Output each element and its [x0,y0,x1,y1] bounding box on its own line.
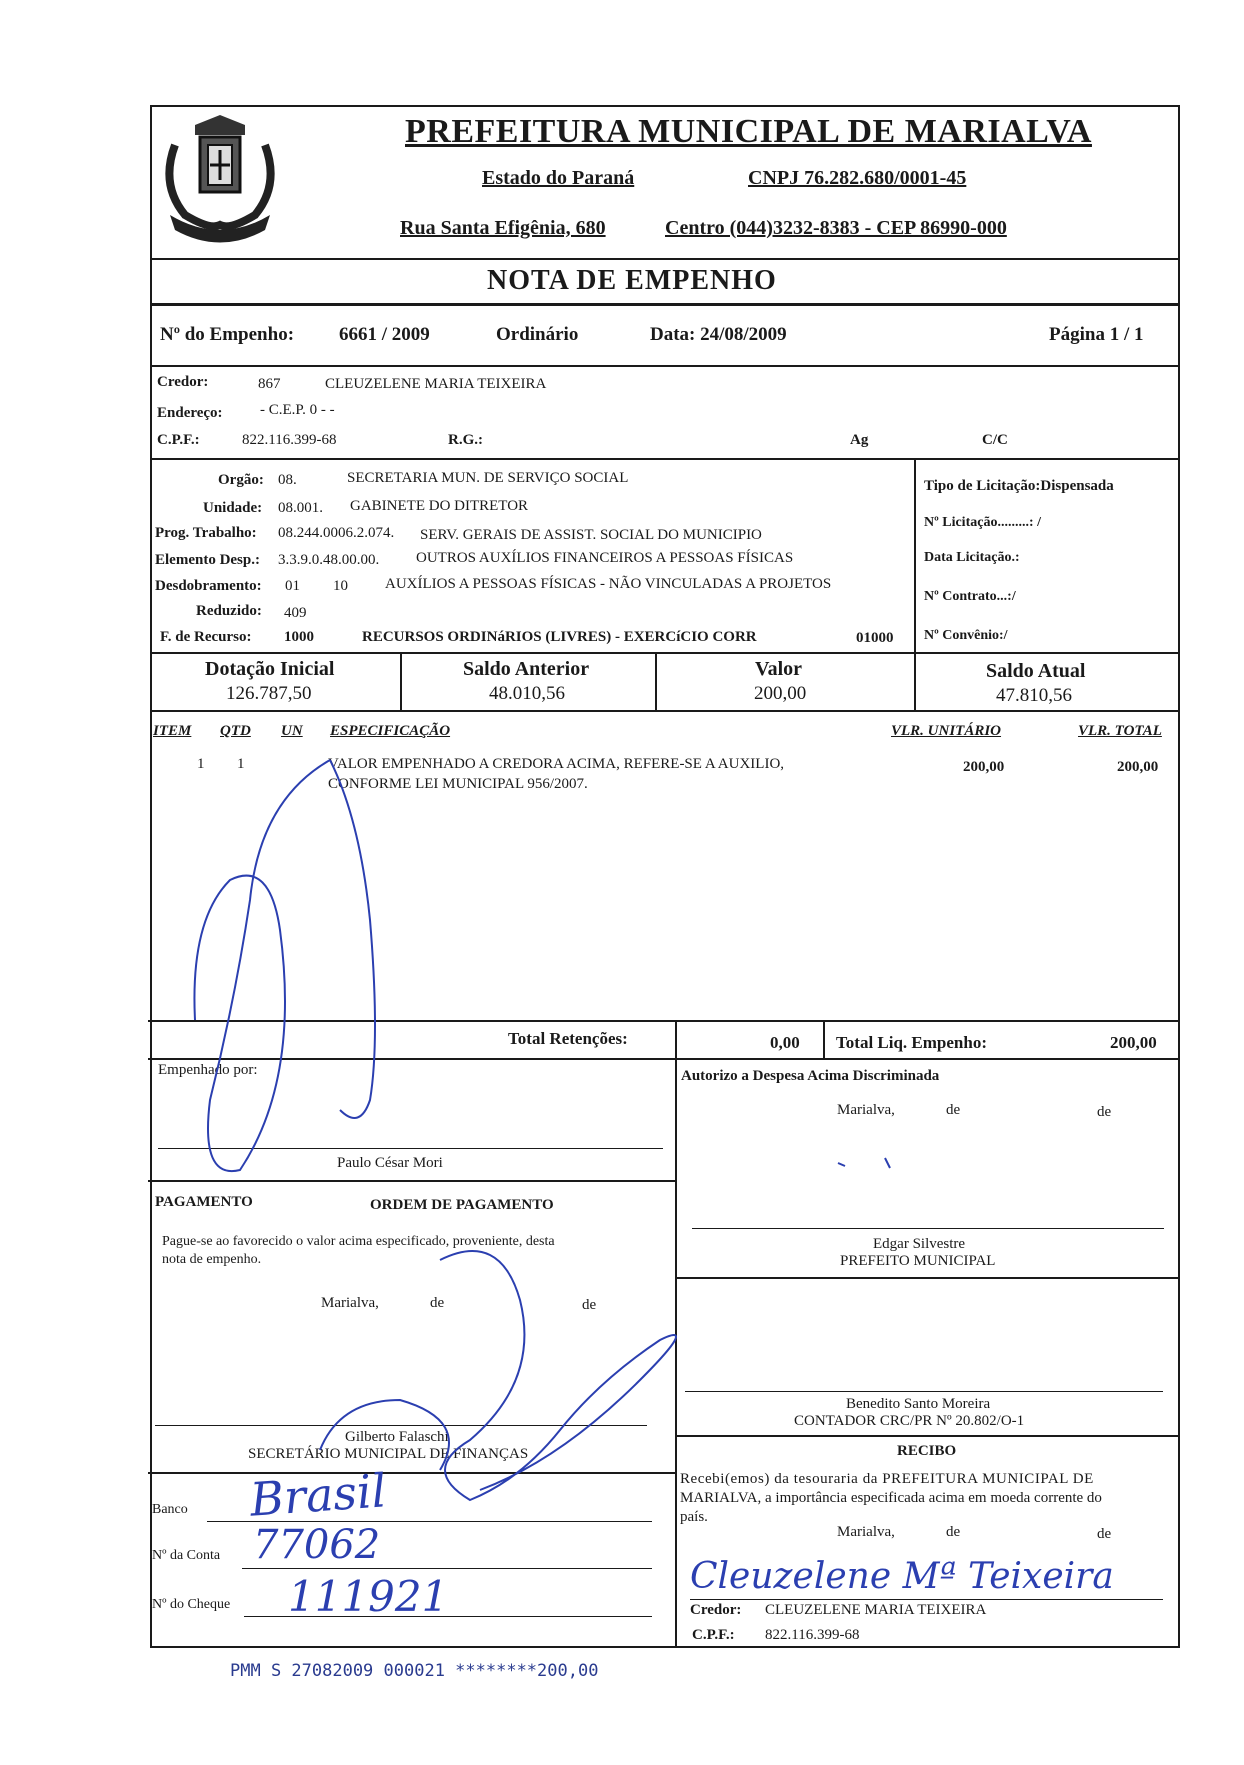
banco-value: Brasil [248,1463,388,1527]
col-vlr-total: VLR. TOTAL [1078,723,1162,739]
orgao-code: 08. [278,472,297,488]
state-label: Estado do Paraná [482,167,635,189]
orgao-label: Orgão: [218,472,264,488]
address-label: Rua Santa Efigênia, 680 [400,217,606,239]
recibo-credor-name: CLEUZELENE MARIA TEIXEIRA [765,1602,987,1618]
item-number: 1 [197,756,205,772]
empenhado-label: Empenhado por: [158,1062,258,1078]
divider [675,1058,677,1648]
page-indicator: Página 1 / 1 [1049,324,1144,345]
pagamento-signer-title: SECRETÁRIO MUNICIPAL DE FINANÇAS [248,1446,529,1462]
saldo-anterior-value: 48.010,56 [489,683,565,704]
cnpj-label: CNPJ 76.282.680/0001-45 [748,167,967,189]
signature-line [690,1599,1163,1600]
pagamento-city: Marialva, [321,1295,379,1311]
recurso-label: F. de Recurso: [160,629,252,645]
cpf-value: 822.116.399-68 [242,432,337,448]
autorizo-city: Marialva, [837,1102,895,1118]
recibo-text-line1: Recebi(emos) da tesouraria da PREFEITURA MUNICIPAL DE [680,1471,1094,1487]
coat-of-arms-icon [150,105,290,255]
item-vlr-unit: 200,00 [963,759,1005,775]
banco-label: Banco [152,1502,188,1517]
reduzido-value: 409 [284,605,307,621]
recurso-extra: 01000 [856,630,894,646]
col-item: ITEM [153,723,192,739]
signature-line [158,1148,663,1149]
col-spec: ESPECIFICAÇÃO [330,723,451,739]
retencoes-label: Total Retenções: [508,1029,628,1048]
autorizo-label: Autorizo a Despesa Acima Discriminada [681,1068,940,1084]
unidade-code: 08.001. [278,500,323,516]
item-vlr-total: 200,00 [1117,759,1159,775]
item-spec-line1: VALOR EMPENHADO A CREDORA ACIMA, REFERE-SE A AUXILIO, [328,756,785,772]
credor-label: Credor: [157,374,209,390]
contador-name: Benedito Santo Moreira [846,1396,991,1412]
divider [150,458,1180,460]
contact-label: Centro (044)3232-8383 - CEP 86990-000 [665,217,1007,239]
divider [675,1435,1180,1437]
divider [150,258,1180,260]
credor-code: 867 [258,376,281,392]
retencoes-value: 0,00 [770,1033,800,1052]
conta-line [242,1568,652,1569]
elemento-label: Elemento Desp.: [155,552,260,568]
pagamento-label: PAGAMENTO [155,1194,253,1210]
recibo-de1: de [946,1524,961,1540]
orgao-name: SECRETARIA MUN. DE SERVIÇO SOCIAL [347,470,629,486]
recibo-cpf-label: C.P.F.: [692,1627,735,1643]
recibo-credor-label: Credor: [690,1602,742,1618]
divider [150,710,1180,712]
ordem-pagamento-label: ORDEM DE PAGAMENTO [370,1197,554,1213]
pagamento-de1: de [430,1295,445,1311]
saldo-atual-label: Saldo Atual [986,660,1086,682]
divider [655,652,657,710]
endereco-label: Endereço: [157,405,223,421]
empenhado-name: Paulo César Mori [337,1155,443,1171]
contador-title: CONTADOR CRC/PR Nº 20.802/O-1 [794,1413,1025,1429]
endereco-value: - C.E.P. 0 - - [260,402,335,418]
desdobramento-name: AUXÍLIOS A PESSOAS FÍSICAS - NÃO VINCULADAS A PROJETOS [385,576,832,592]
signature-line [692,1228,1164,1229]
unidade-name: GABINETE DO DITRETOR [350,498,529,514]
pagamento-de2: de [582,1297,597,1313]
tipo-licitacao: Tipo de Licitação:Dispensada [924,478,1114,494]
divider [914,652,916,710]
valor-label: Valor [755,658,803,680]
rg-label: R.G.: [448,432,483,448]
signature-line [155,1425,647,1426]
numero-convenio: Nº Convênio:/ [924,628,1008,643]
divider [148,1058,1180,1060]
divider [823,1020,825,1060]
liquido-label: Total Liq. Empenho: [836,1033,987,1052]
item-spec-line2: CONFORME LEI MUNICIPAL 956/2007. [328,776,588,792]
recibo-de2: de [1097,1526,1112,1542]
divider [150,303,1180,306]
desdobramento-a: 01 [285,578,300,594]
unidade-label: Unidade: [203,500,263,516]
divider [675,1277,1180,1279]
col-vlr-unit: VLR. UNITÁRIO [891,723,1002,739]
divider [148,1020,1180,1022]
document-title: NOTA DE EMPENHO [487,265,777,296]
recibo-title: RECIBO [897,1443,957,1459]
ag-label: Ag [850,432,869,448]
cc-label: C/C [982,432,1008,448]
recibo-cpf-value: 822.116.399-68 [765,1627,860,1643]
col-qtd: QTD [220,723,251,739]
data-licitacao: Data Licitação.: [924,550,1020,565]
prog-label: Prog. Trabalho: [155,525,257,541]
divider [148,1180,675,1182]
cpf-label: C.P.F.: [157,432,200,448]
empenho-number: 6661 / 2009 [339,324,430,345]
autorizo-de1: de [946,1102,961,1118]
saldo-anterior-label: Saldo Anterior [463,658,590,680]
liquido-value: 200,00 [1110,1033,1157,1052]
reduzido-label: Reduzido: [196,603,262,619]
empenho-date: Data: 24/08/2009 [650,324,787,345]
numero-licitacao: Nº Licitação.........: / [924,515,1041,530]
signature-line [685,1391,1163,1392]
item-qtd: 1 [237,756,245,772]
payment-stamp: PMM S 27082009 000021 ********200,00 [230,1661,599,1681]
divider [148,1472,675,1474]
prefeito-title: PREFEITO MUNICIPAL [840,1253,996,1269]
divider [400,652,402,710]
prog-code: 08.244.0006.2.074. [278,525,395,541]
col-un: UN [281,723,303,739]
pagamento-text-line2: nota de empenho. [162,1252,262,1267]
conta-value: 77062 [253,1522,381,1568]
cheque-value: 111921 [288,1572,449,1621]
conta-label: Nº da Conta [152,1548,221,1563]
valor-value: 200,00 [754,683,807,704]
autorizo-de2: de [1097,1104,1112,1120]
dotacao-label: Dotação Inicial [205,658,335,680]
divider [675,1020,677,1060]
cheque-label: Nº do Cheque [152,1597,231,1612]
credor-name: CLEUZELENE MARIA TEIXEIRA [325,376,547,392]
prefeito-name: Edgar Silvestre [873,1236,966,1252]
recurso-code: 1000 [284,629,314,645]
divider [150,652,1180,654]
elemento-name: OUTROS AUXÍLIOS FINANCEIROS A PESSOAS FÍSICAS [416,550,794,566]
municipality-title: PREFEITURA MUNICIPAL DE MARIALVA [405,113,1092,150]
empenho-type: Ordinário [496,324,579,345]
divider [150,365,1180,367]
recibo-text-line3: país. [680,1509,708,1525]
desdobramento-b: 10 [333,578,348,594]
numero-contrato: Nº Contrato...:/ [924,589,1016,604]
pagamento-signer-name: Gilberto Falaschi [345,1429,449,1445]
saldo-atual-value: 47.810,56 [996,685,1072,706]
elemento-code: 3.3.9.0.48.00.00. [278,552,380,568]
dotacao-value: 126.787,50 [226,683,312,704]
desdobramento-label: Desdobramento: [155,578,262,594]
recibo-city: Marialva, [837,1524,895,1540]
divider [914,458,916,653]
recibo-signature: Cleuzelene Mª Teixeira [690,1556,1114,1597]
recurso-name: RECURSOS ORDINáRIOS (LIVRES) - EXERCíCIO CORR [362,629,757,645]
pagamento-text-line1: Pague-se ao favorecido o valor acima especificado, proveniente, desta [162,1234,555,1249]
empenho-label: Nº do Empenho: [160,324,295,345]
recibo-text-line2: MARIALVA, a importância especificada acima em moeda corrente do [680,1490,1102,1506]
prog-name: SERV. GERAIS DE ASSIST. SOCIAL DO MUNICIPIO [420,527,762,543]
